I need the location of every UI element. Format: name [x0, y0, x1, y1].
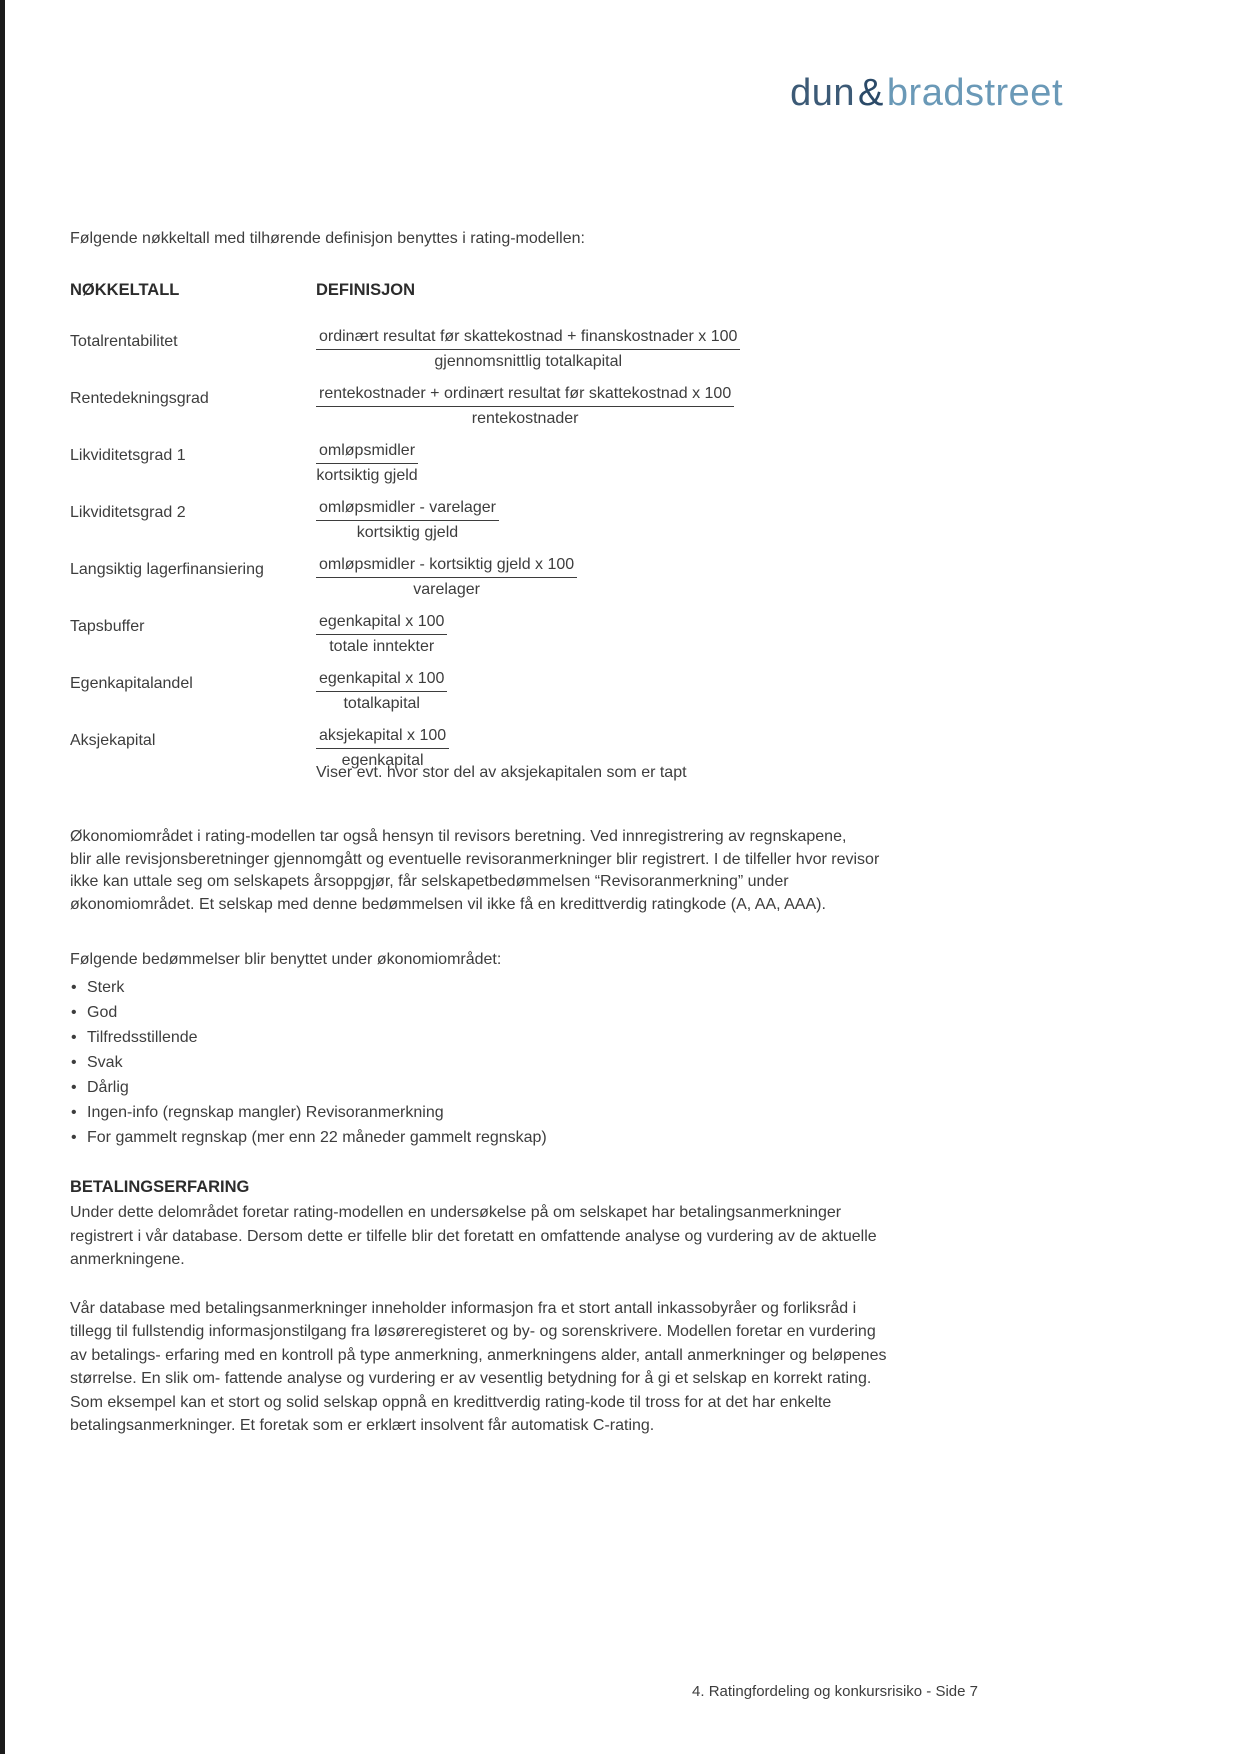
- assessments-list: [71, 975, 547, 1150]
- fraction-numerator: omløpsmidler - kortsiktig gjeld x 100: [316, 554, 577, 578]
- payment-paragraph-1: [70, 1201, 877, 1272]
- page-edge-strip: [0, 0, 5, 1754]
- assessments-intro: Følgende bedømmelser blir benyttet under økonomiområdet:: [70, 951, 502, 968]
- fraction: [316, 383, 734, 430]
- paragraph-line: betalingsanmerkninger. Et foretak som er erklært insolvent får automatisk C-rating.: [70, 1417, 655, 1435]
- paragraph-line: blir alle revisjonsberetninger gjennomgått og eventuelle revisoranmerkninger blir registrert. I de tilfeller hvor revisor: [70, 850, 880, 868]
- ratio-definition: [316, 326, 1070, 373]
- ratio-label: Likviditetsgrad 2: [70, 504, 186, 521]
- bullet-dot: •: [71, 1029, 77, 1046]
- assessment-item: [71, 1000, 547, 1025]
- table-header-definisjon: DEFINISJON: [316, 281, 416, 299]
- logo-dun: dun: [790, 72, 856, 114]
- fraction-denominator: kortsiktig gjeld: [356, 524, 459, 541]
- paragraph-line: tillegg til fullstendig informasjonstilgang fra løsøreregisteret og by- og sorenskrivere. Modellen foretar en vurdering: [70, 1323, 876, 1341]
- logo-ampersand-icon: &: [858, 72, 884, 114]
- assessment-item: [71, 1100, 547, 1125]
- fraction-denominator: egenkapital: [341, 752, 424, 769]
- fraction: [316, 554, 577, 601]
- fraction-denominator: varelager: [413, 581, 480, 598]
- fraction: [316, 440, 418, 487]
- bullet-dot: •: [71, 1054, 77, 1071]
- economy-paragraph: [70, 826, 879, 916]
- ratio-definition: [316, 497, 1070, 544]
- fraction: [316, 668, 447, 715]
- ratio-label: Likviditetsgrad 1: [70, 447, 186, 464]
- fraction-denominator: gjennomsnittlig totalkapital: [434, 353, 623, 370]
- table-column-headers: [70, 281, 970, 300]
- page-footer: 4. Ratingfordeling og konkursrisiko - Side 7: [692, 1683, 978, 1700]
- fraction-numerator: aksjekapital x 100: [316, 725, 449, 749]
- fraction-denominator: rentekostnader: [471, 410, 579, 427]
- ratio-label: Tapsbuffer: [70, 618, 145, 635]
- fraction-numerator: omløpsmidler: [316, 440, 418, 464]
- fraction-denominator: kortsiktig gjeld: [316, 467, 418, 484]
- dun-bradstreet-logo: [790, 72, 1063, 115]
- ratio-definition: [316, 554, 1070, 601]
- assessment-label: Svak: [87, 1054, 123, 1071]
- fraction-denominator: totalkapital: [343, 695, 420, 712]
- payment-paragraph-2: [70, 1297, 886, 1437]
- fraction: [316, 497, 499, 544]
- paragraph-line: størrelse. En slik om- fattende analyse og vurdering er av vesentlig betydning for å gi et selskap en korrekt rating.: [70, 1370, 872, 1388]
- bullet-dot: •: [71, 1129, 77, 1146]
- table-header-nokkeltall: NØKKELTALL: [70, 281, 180, 299]
- assessment-item: [71, 975, 547, 1000]
- intro-text: Følgende nøkkeltall med tilhørende definisjon benyttes i rating-modellen:: [70, 230, 585, 247]
- paragraph-line: ikke kan uttale seg om selskapets årsoppgjør, får selskapetbedømmelsen “Revisoranmerkning” under: [70, 873, 789, 890]
- paragraph-line: Under dette delområdet foretar rating-modellen en undersøkelse på om selskapet har betalingsanmerkninger: [70, 1204, 842, 1221]
- assessment-label: Tilfredsstillende: [87, 1029, 198, 1046]
- bullet-dot: •: [71, 1004, 77, 1021]
- assessment-label: Sterk: [87, 979, 125, 996]
- bullet-dot: •: [71, 1079, 77, 1096]
- paragraph-line: Som eksempel kan et stort og solid selskap oppnå en kredittverdig rating-kode til tross for at det har enkelte: [70, 1393, 832, 1411]
- paragraph-line: Økonomiområdet i rating-modellen tar også hensyn til revisors beretning. Ved innregistrering av regnskapene,: [70, 828, 847, 845]
- assessment-item: [71, 1025, 547, 1050]
- assessment-label: Ingen-info (regnskap mangler) Revisoranmerkning: [87, 1104, 444, 1121]
- ratio-label: Rentedekningsgrad: [70, 390, 209, 407]
- assessment-label: God: [87, 1004, 118, 1021]
- paragraph-line: av betalings- erfaring med en kontroll på type anmerkning, anmerkningens alder, antall anmerkninger og beløpenes: [70, 1346, 887, 1364]
- ratio-label: Langsiktig lagerfinansiering: [70, 561, 264, 578]
- bullet-dot: •: [71, 979, 77, 996]
- key-figures-table: [70, 326, 1070, 772]
- fraction-numerator: egenkapital x 100: [316, 668, 447, 692]
- assessment-item: [71, 1125, 547, 1150]
- assessment-label: For gammelt regnskap (mer enn 22 måneder gammelt regnskap): [87, 1129, 547, 1146]
- ratio-label: Totalrentabilitet: [70, 333, 178, 350]
- fraction: [316, 611, 447, 658]
- fraction-numerator: omløpsmidler - varelager: [316, 497, 499, 521]
- paragraph-line: økonomiområdet. Et selskap med denne bedømmelsen vil ikke få en kredittverdig ratingkode (A, AA, AAA).: [70, 895, 826, 913]
- logo-bradstreet: bradstreet: [886, 72, 1063, 114]
- ratio-definition: [316, 383, 1070, 430]
- bullet-dot: •: [71, 1104, 77, 1121]
- paragraph-line: Vår database med betalingsanmerkninger inneholder informasjon fra et stort antall inkassobyråer og forliksråd i: [70, 1300, 857, 1317]
- ratio-definition: [316, 440, 1070, 487]
- fraction-denominator: totale inntekter: [329, 638, 435, 655]
- fraction: [316, 326, 740, 373]
- assessment-item: [71, 1075, 547, 1100]
- ratio-definition: [316, 668, 1070, 715]
- assessment-item: [71, 1050, 547, 1075]
- ratio-definition: [316, 611, 1070, 658]
- fraction-numerator: egenkapital x 100: [316, 611, 447, 635]
- paragraph-line: registrert i vår database. Dersom dette er tilfelle blir det foretatt en omfattende analyse og vurdering av de aktuelle: [70, 1227, 877, 1245]
- betalingserfaring-heading: BETALINGSERFARING: [70, 1178, 250, 1196]
- aksjekapital-note: Viser evt. hvor stor del av aksjekapitalen som er tapt: [316, 764, 687, 781]
- paragraph-line: anmerkningene.: [70, 1251, 185, 1268]
- fraction-numerator: rentekostnader + ordinært resultat før skattekostnad x 100: [316, 383, 734, 407]
- fraction-numerator: ordinært resultat før skattekostnad + finanskostnader x 100: [316, 326, 740, 350]
- ratio-label: Egenkapitalandel: [70, 675, 193, 692]
- ratio-label: Aksjekapital: [70, 732, 156, 749]
- assessment-label: Dårlig: [87, 1079, 129, 1096]
